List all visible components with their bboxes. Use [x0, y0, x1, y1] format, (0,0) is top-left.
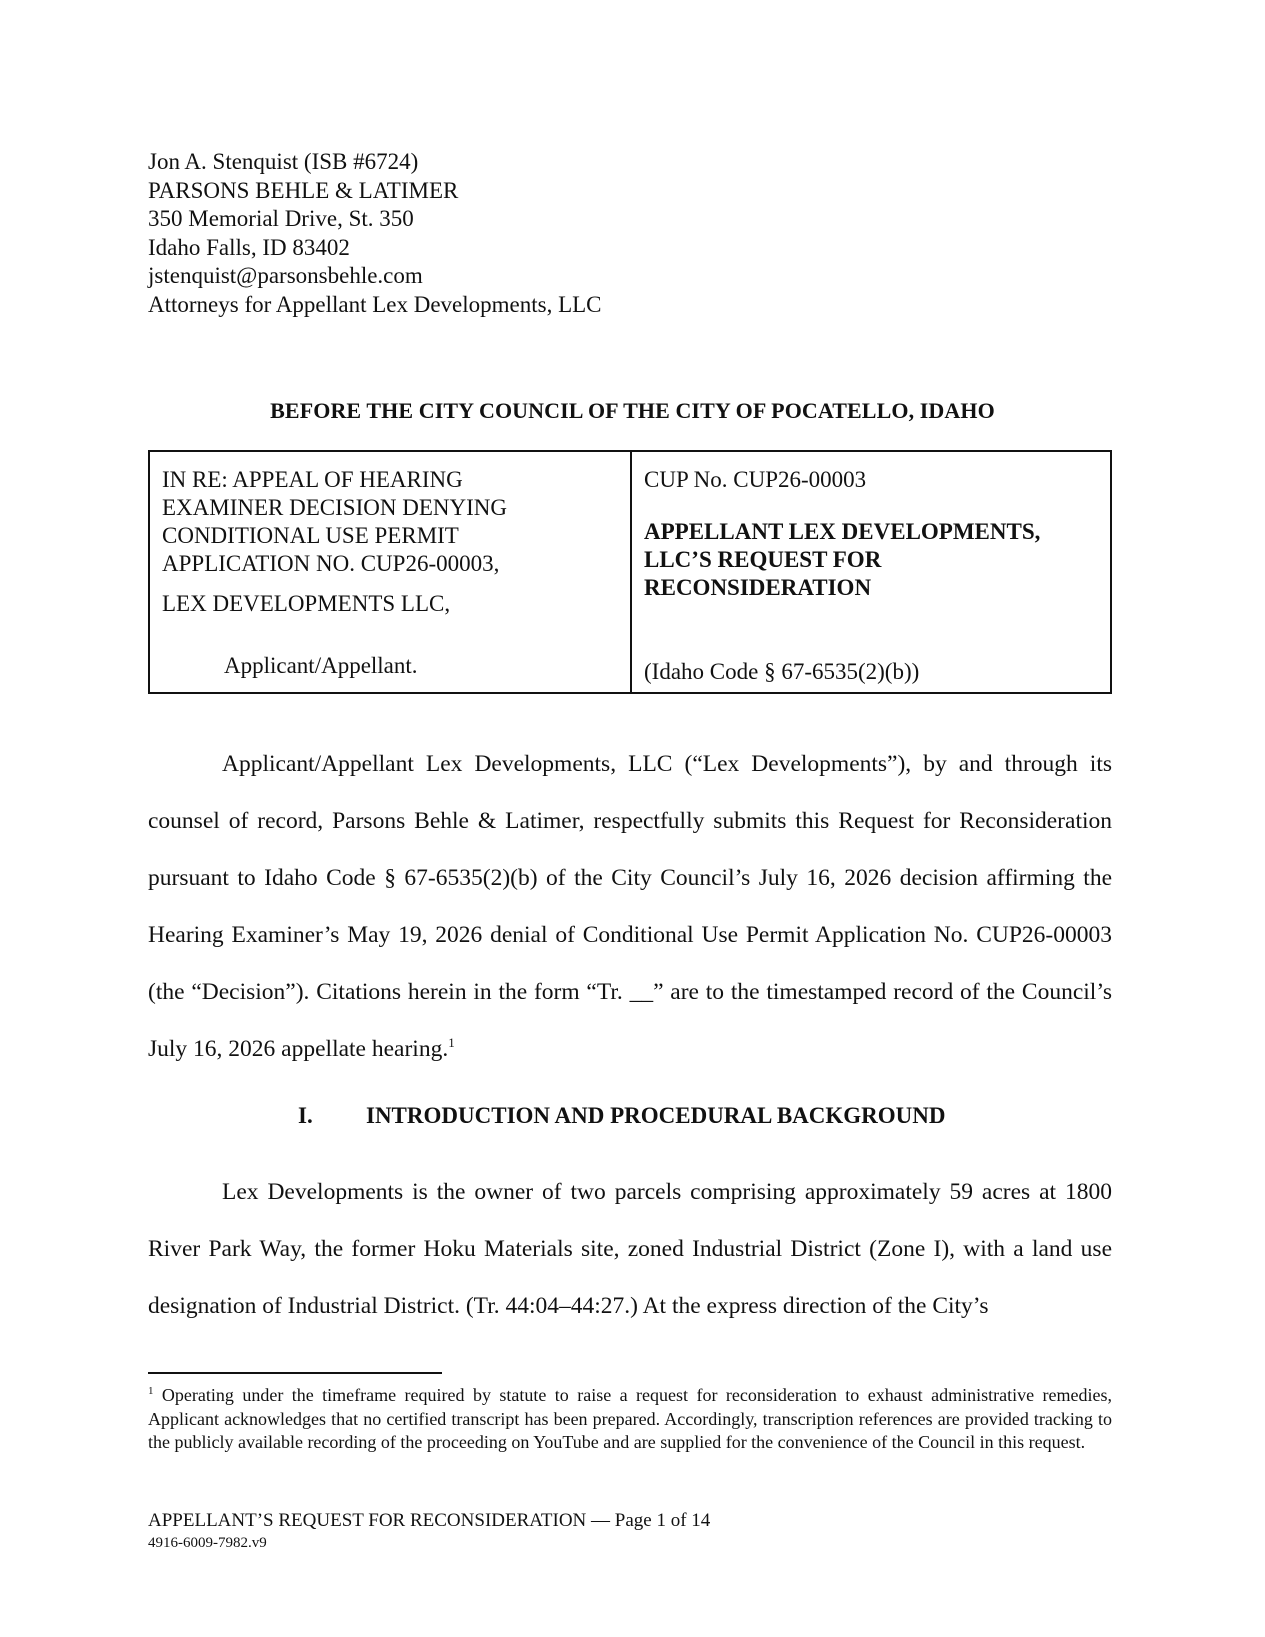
case-caption	[148, 450, 1112, 694]
case-number: CUP No. CUP26-00003	[644, 467, 867, 492]
statute-citation: (Idaho Code § 67-6535(2)(b))	[644, 659, 920, 684]
document-title-line: RECONSIDERATION	[644, 575, 872, 600]
footnote	[148, 1384, 1112, 1455]
city-state-zip: Idaho Falls, ID 83402	[148, 234, 350, 260]
caption-right	[644, 466, 1104, 684]
in-re-line: APPLICATION NO. CUP26-00003,	[162, 551, 500, 576]
footnote-marker: 1	[148, 1385, 154, 1397]
party-name: LEX DEVELOPMENTS LLC,	[162, 591, 451, 616]
document-title	[644, 518, 1104, 602]
section-number: I.	[298, 1103, 313, 1128]
intro-paragraph-text: Applicant/Appellant Lex Developments, LLC (“Lex Developments”), by and through its counsel of record, Parsons Behle & Latimer, respectfully submits this Request for Reconsideration pursuant to Idaho Code § 67-6535(2)(b) of the City Council’s July 16, 2026 decision affirming the Hearing Examiner’s May 19, 2026 denial of Conditional Use Permit Application No. CUP26-00003 (the “Decision”). Citations herein in the form “Tr. __” are to the timestamped record of the Council’s July 16, 2026 appellate hearing.	[148, 751, 1112, 1062]
street-address: 350 Memorial Drive, St. 350	[148, 206, 414, 231]
document-title-line: APPELLANT LEX DEVELOPMENTS,	[644, 519, 1041, 544]
section-paragraph: Lex Developments is the owner of two parcels comprising approximately 59 acres at 1800 River Park Way, the former Hoku Materials site, zoned Industrial District (Zone I), with a land use designation of Industrial District. (Tr. 44:04–44:27.) At the express direction of the City’s	[148, 1179, 1112, 1319]
intro-paragraph	[148, 736, 1112, 1078]
document-id: 4916-6009-7982.v9	[148, 1535, 267, 1551]
attorneys-for: Attorneys for Appellant Lex Developments, LLC	[148, 291, 602, 317]
party-role: Applicant/Appellant.	[224, 653, 418, 678]
footnote-separator	[148, 1372, 442, 1374]
attorney-email: jstenquist@parsonsbehle.com	[148, 263, 423, 288]
in-re-line: CONDITIONAL USE PERMIT	[162, 523, 459, 548]
document-title-line: LLC’S REQUEST FOR	[644, 547, 882, 572]
in-re-line: IN RE: APPEAL OF HEARING	[162, 467, 463, 492]
caption-left	[162, 466, 622, 678]
footnote-reference[interactable]: 1	[448, 1035, 455, 1051]
firm-name: PARSONS BEHLE & LATIMER	[148, 177, 459, 203]
caption-divider	[630, 452, 632, 692]
attorney-block	[148, 148, 602, 319]
court-heading: BEFORE THE CITY COUNCIL OF THE CITY OF POCATELLO, IDAHO	[270, 398, 995, 423]
in-re-line: EXAMINER DECISION DENYING	[162, 495, 507, 520]
footer-title: APPELLANT’S REQUEST FOR RECONSIDERATION — Page 1 of 14	[148, 1510, 711, 1531]
footnote-text: Operating under the timeframe required by statute to raise a request for reconsideration to exhaust administrative remedies, Applicant acknowledges that no certified transcript has been prepared. Accordingly, transcription references are provided tracking to the publicly available recording of the proceeding on YouTube and are supplied for the convenience of the Council in this request.	[148, 1385, 1112, 1452]
section-title: INTRODUCTION AND PROCEDURAL BACKGROUND	[366, 1103, 946, 1128]
attorney-name: Jon A. Stenquist (ISB #6724)	[148, 149, 419, 174]
section-heading	[298, 1103, 946, 1129]
page-footer	[148, 1510, 710, 1554]
